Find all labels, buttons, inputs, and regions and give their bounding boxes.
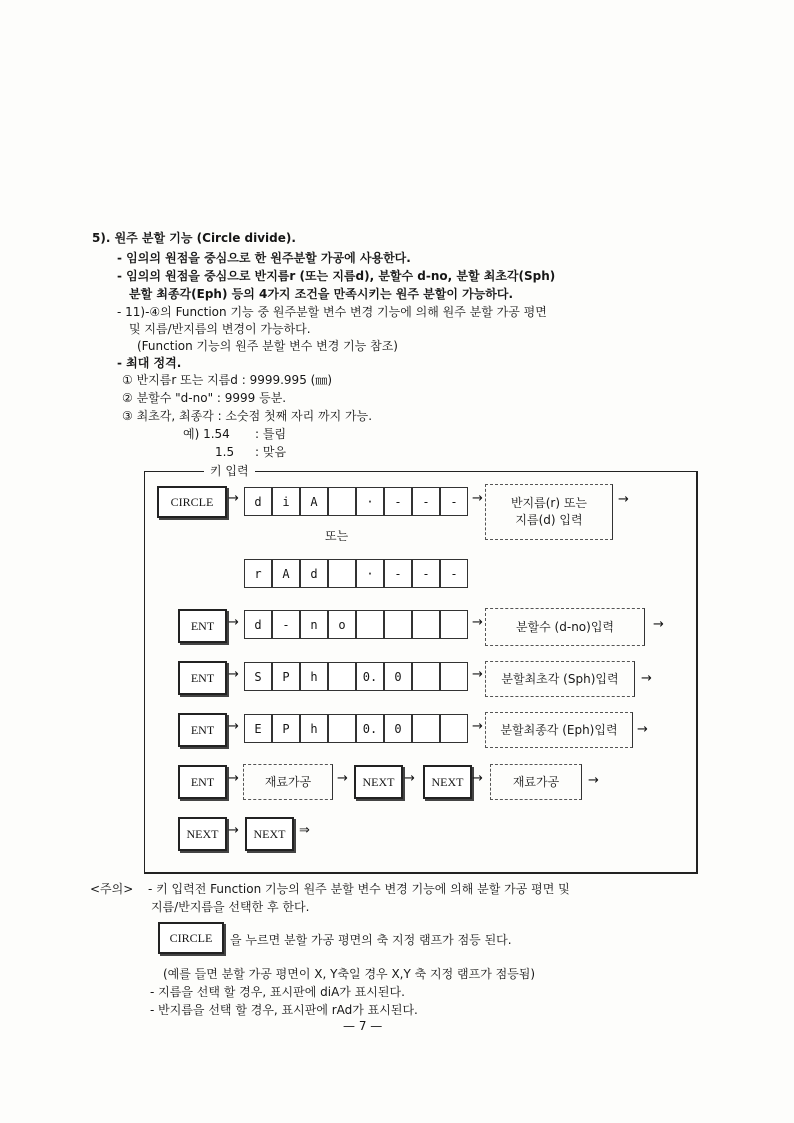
display-cell: - <box>384 559 412 588</box>
next-key[interactable]: NEXT <box>245 817 294 851</box>
bullet-3-ref: (Function 기능의 원주 분할 변수 변경 기능 참조) <box>137 339 398 353</box>
rating-3: ③ 최초각, 최종각 : 소숫점 첫째 자리 까지 가능. <box>122 409 373 423</box>
diagram-title: 키 입력 <box>204 464 255 479</box>
display-cell: 0. <box>356 714 384 743</box>
circle-key[interactable]: CIRCLE <box>157 486 227 518</box>
arrow: → <box>472 719 483 734</box>
display-cell <box>412 610 440 639</box>
display-cell <box>328 662 356 691</box>
display-cell <box>356 610 384 639</box>
display-cell: d <box>244 610 272 639</box>
display-cell: E <box>244 714 272 743</box>
example-label2: 1.5 <box>215 445 235 459</box>
ent-key[interactable]: ENT <box>178 609 227 643</box>
display-cell: 0. <box>356 662 384 691</box>
result-eph: 분할최종각 (Eph)입력 <box>485 712 633 748</box>
arrow: → <box>637 722 648 737</box>
display-cell: P <box>272 662 300 691</box>
result-line: 지름(d) 입력 <box>515 513 583 527</box>
display-cell: 0 <box>384 714 412 743</box>
or-label: 또는 <box>325 529 349 543</box>
display-cell: · <box>356 559 384 588</box>
arrow: → <box>228 823 239 838</box>
display-cell: S <box>244 662 272 691</box>
display-cell: P <box>272 714 300 743</box>
example-label: 예) 1.54 <box>183 427 230 441</box>
bullet-1: - 임의의 원점을 중심으로 한 원주분할 가공에 사용한다. <box>117 251 411 265</box>
circle-key[interactable]: CIRCLE <box>158 922 224 954</box>
note-circle-text: 을 누르면 분할 가공 평면의 축 지정 램프가 점등 된다. <box>230 933 512 947</box>
display-cell <box>328 714 356 743</box>
note-line-5: - 반지름을 선택 할 경우, 표시판에 rAd가 표시된다. <box>150 1003 418 1017</box>
bullet-2: - 임의의 원점을 중심으로 반지름r (또는 지름d), 분할수 d-no, 분할 최초각(Sph) <box>117 269 556 283</box>
process-machining: 재료가공 <box>243 764 333 800</box>
result-line: 반지름(r) 또는 <box>510 496 588 510</box>
display-cell: i <box>272 487 300 516</box>
next-key[interactable]: NEXT <box>178 817 227 851</box>
next-key[interactable]: NEXT <box>423 765 472 799</box>
note-line-4: - 지름을 선택 할 경우, 표시판에 diA가 표시된다. <box>150 985 405 999</box>
display-cell <box>328 487 356 516</box>
arrow: → <box>472 491 483 506</box>
display-cell <box>440 662 468 691</box>
arrow: → <box>653 617 664 632</box>
arrow: → <box>588 773 599 788</box>
ent-key[interactable]: ENT <box>178 661 227 695</box>
arrow: → <box>228 719 239 734</box>
arrow: → <box>228 667 239 682</box>
arrow: → <box>618 492 629 507</box>
display-cell: d <box>300 559 328 588</box>
example-right: : 맞음 <box>255 445 287 459</box>
display-cell: - <box>272 610 300 639</box>
arrow: → <box>472 615 483 630</box>
note-line-3: (예를 들면 분할 가공 평면이 X, Y축일 경우 X,Y 축 지정 램프가 점등됨) <box>163 967 536 981</box>
arrow: → <box>641 671 652 686</box>
note-label: <주의> <box>90 882 134 896</box>
rating-2: ② 분할수 "d-no" : 9999 등분. <box>122 391 287 405</box>
display-cell <box>384 610 412 639</box>
rating-1: ① 반지름r 또는 지름d : 9999.995 (㎜) <box>122 373 333 387</box>
example-wrong: : 틀림 <box>255 427 287 441</box>
next-key[interactable]: NEXT <box>354 765 403 799</box>
display-cell: - <box>440 487 468 516</box>
section-title: 5). 원주 분할 기능 (Circle divide). <box>92 231 296 245</box>
display-cell <box>440 610 468 639</box>
arrow: → <box>404 771 415 786</box>
bullet-3: - 11)-④의 Function 기능 중 원주분할 변수 변경 기능에 의해 원주 분할 가공 평면 <box>117 305 547 319</box>
display-cell <box>328 559 356 588</box>
arrow: → <box>228 491 239 506</box>
ent-key[interactable]: ENT <box>178 713 227 747</box>
note-line-1: - 키 입력전 Function 기능의 원주 분할 변수 변경 기능에 의해 분할 가공 평면 및 <box>148 882 570 896</box>
process-machining: 재료가공 <box>490 764 582 800</box>
bullet-2-cont: 분할 최종각(Eph) 등의 4가지 조건을 만족시키는 원주 분할이 가능하다. <box>129 287 514 301</box>
display-cell: - <box>384 487 412 516</box>
display-cell: n <box>300 610 328 639</box>
display-cell: d <box>244 487 272 516</box>
note-line-2: 지름/반지름을 선택한 후 한다. <box>151 900 310 914</box>
display-cell: · <box>356 487 384 516</box>
double-arrow-icon: ⇒ <box>299 823 310 838</box>
page-number: — 7 — <box>343 1019 383 1033</box>
display-cell <box>412 714 440 743</box>
display-cell: r <box>244 559 272 588</box>
arrow: → <box>228 771 239 786</box>
display-cell <box>440 714 468 743</box>
display-cell: - <box>412 487 440 516</box>
bullet-3-cont: 및 지름/반지름의 변경이 가능하다. <box>129 322 311 336</box>
arrow: → <box>337 771 348 786</box>
display-cell: h <box>300 714 328 743</box>
result-radius-diameter <box>485 484 613 540</box>
display-cell: h <box>300 662 328 691</box>
result-sph: 분할최초각 (Sph)입력 <box>485 661 635 697</box>
display-cell: o <box>328 610 356 639</box>
display-cell: 0 <box>384 662 412 691</box>
display-cell: - <box>440 559 468 588</box>
display-cell <box>412 662 440 691</box>
arrow: → <box>228 615 239 630</box>
ent-key[interactable]: ENT <box>178 765 227 799</box>
display-cell: A <box>272 559 300 588</box>
result-d-no: 분할수 (d-no)입력 <box>485 608 645 646</box>
display-cell: - <box>412 559 440 588</box>
arrow: → <box>472 771 483 786</box>
display-cell: A <box>300 487 328 516</box>
bullet-4: - 최대 정격. <box>117 356 182 370</box>
arrow: → <box>472 667 483 682</box>
